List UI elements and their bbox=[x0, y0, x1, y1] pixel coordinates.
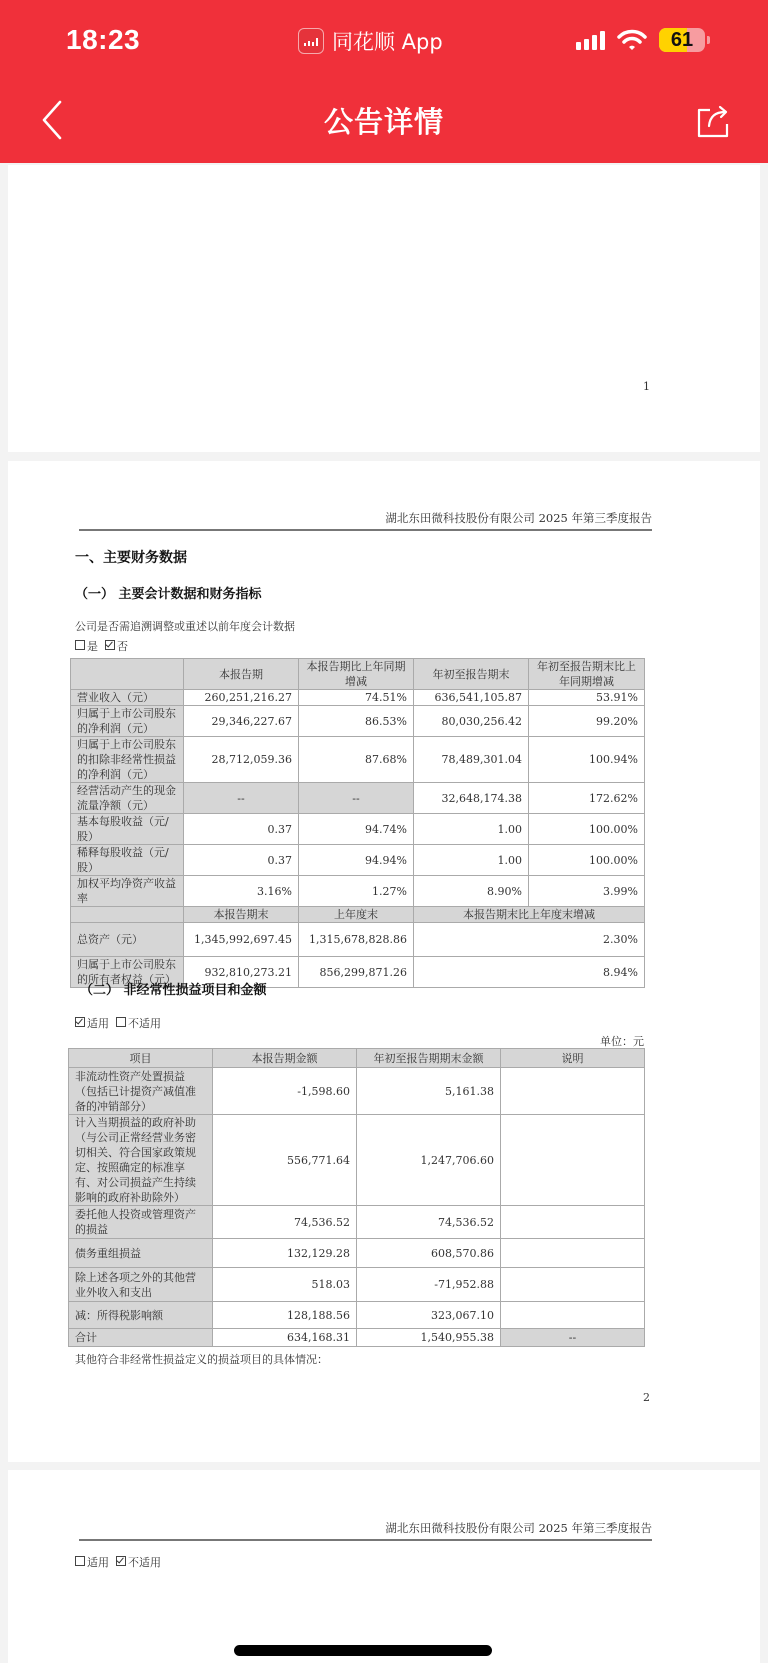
cell: 94.74% bbox=[299, 814, 414, 845]
document-page-2 bbox=[8, 461, 760, 1462]
row-label: 营业收入（元） bbox=[71, 690, 184, 706]
cell: 100.00% bbox=[529, 814, 645, 845]
table-row bbox=[71, 783, 645, 814]
status-app-indicator[interactable] bbox=[298, 26, 443, 56]
table-row bbox=[71, 876, 645, 907]
table-header-cell: 年初至报告期末比上年同期增减 bbox=[529, 659, 645, 690]
cell: 32,648,174.38 bbox=[414, 783, 529, 814]
option-not-applicable-label: 不适用 bbox=[128, 1017, 161, 1030]
cell: 1.00 bbox=[414, 814, 529, 845]
cell: 28,712,059.36 bbox=[184, 737, 299, 783]
row-label: 除上述各项之外的其他营业外收入和支出 bbox=[69, 1268, 213, 1302]
table-row bbox=[69, 1302, 645, 1329]
table-header-cell bbox=[71, 907, 184, 923]
cell: -- bbox=[299, 783, 414, 814]
cell: 323,067.10 bbox=[357, 1302, 501, 1329]
cell: 636,541,105.87 bbox=[414, 690, 529, 706]
non-recurring-items-table bbox=[68, 1048, 645, 1347]
cell: 78,489,301.04 bbox=[414, 737, 529, 783]
checkbox-applicable bbox=[75, 1556, 85, 1566]
top-bar bbox=[0, 0, 768, 163]
checkbox-applicable-checked bbox=[75, 1017, 85, 1027]
cell: 260,251,216.27 bbox=[184, 690, 299, 706]
cell: -- bbox=[184, 783, 299, 814]
cell: -- bbox=[501, 1329, 645, 1347]
table-row bbox=[71, 706, 645, 737]
status-time: 18:23 bbox=[66, 24, 141, 55]
page-number: 2 bbox=[643, 1391, 650, 1404]
option-yes-label: 是 bbox=[87, 640, 98, 653]
home-indicator[interactable] bbox=[234, 1645, 492, 1656]
cell: 556,771.64 bbox=[213, 1115, 357, 1206]
cell: 99.20% bbox=[529, 706, 645, 737]
other-items-note: 其他符合非经常性损益定义的损益项目的具体情况： bbox=[75, 1353, 328, 1366]
section-title: 一、主要财务数据 bbox=[75, 550, 187, 566]
option-applicable-label: 适用 bbox=[87, 1017, 109, 1030]
cell: 74,536.52 bbox=[213, 1206, 357, 1239]
cell bbox=[501, 1206, 645, 1239]
row-label: 归属于上市公司股东的扣除非经常性损益的净利润（元） bbox=[71, 737, 184, 783]
status-indicators bbox=[576, 28, 710, 52]
cell: 2.30% bbox=[414, 923, 645, 957]
battery-tip bbox=[707, 36, 710, 44]
table-header-cell: 年初至报告期期末金额 bbox=[357, 1049, 501, 1068]
table-total-row bbox=[69, 1329, 645, 1347]
table-header-cell: 年初至报告期末 bbox=[414, 659, 529, 690]
table-row bbox=[71, 690, 645, 706]
row-label: 稀释每股收益（元/股） bbox=[71, 845, 184, 876]
cell: 932,810,273.21 bbox=[184, 957, 299, 988]
row-label: 归属于上市公司股东的所有者权益（元） bbox=[71, 957, 184, 988]
cell: 74.51% bbox=[299, 690, 414, 706]
table-row bbox=[69, 1206, 645, 1239]
table-row bbox=[71, 737, 645, 783]
table-header-cell: 说明 bbox=[501, 1049, 645, 1068]
option-applicable-label: 适用 bbox=[87, 1556, 109, 1569]
status-app-name: 同花顺 App bbox=[332, 30, 443, 54]
applicability-options bbox=[75, 1554, 161, 1570]
table-header-cell: 上年度末 bbox=[299, 907, 414, 923]
cell: 0.37 bbox=[184, 814, 299, 845]
cell bbox=[501, 1302, 645, 1329]
table-header-row bbox=[71, 659, 645, 690]
cell: 1,247,706.60 bbox=[357, 1115, 501, 1206]
page-number: 1 bbox=[643, 380, 650, 393]
cell: 5,161.38 bbox=[357, 1068, 501, 1115]
cell: -1,598.60 bbox=[213, 1068, 357, 1115]
table-header-cell: 本报告期末 bbox=[184, 907, 299, 923]
signal-icon bbox=[576, 30, 605, 50]
applicability-options bbox=[75, 1015, 161, 1031]
battery-level: 61 bbox=[670, 29, 694, 51]
cell: 608,570.86 bbox=[357, 1239, 501, 1268]
cell bbox=[501, 1268, 645, 1302]
row-label: 归属于上市公司股东的净利润（元） bbox=[71, 706, 184, 737]
table-row bbox=[69, 1268, 645, 1302]
cell: 132,129.28 bbox=[213, 1239, 357, 1268]
table-row bbox=[71, 845, 645, 876]
wifi-icon bbox=[617, 29, 647, 51]
app-icon bbox=[298, 28, 324, 54]
cell: 1.27% bbox=[299, 876, 414, 907]
table-header-row bbox=[69, 1049, 645, 1068]
table-header-cell: 本报告期末比上年度末增减 bbox=[414, 907, 645, 923]
cell: 86.53% bbox=[299, 706, 414, 737]
row-label: 合计 bbox=[69, 1329, 213, 1347]
checkbox-not-applicable bbox=[116, 1017, 126, 1027]
document-page-3 bbox=[8, 1470, 760, 1663]
cell: 518.03 bbox=[213, 1268, 357, 1302]
unit-label: 单位：元 bbox=[600, 1035, 644, 1048]
battery-icon bbox=[659, 28, 705, 52]
cell: 53.91% bbox=[529, 690, 645, 706]
cell bbox=[501, 1068, 645, 1115]
document-header: 湖北东田微科技股份有限公司 2025 年第三季度报告 bbox=[79, 510, 652, 531]
table-header-cell: 本报告期比上年同期增减 bbox=[299, 659, 414, 690]
cell: 8.94% bbox=[414, 957, 645, 988]
row-label: 总资产（元） bbox=[71, 923, 184, 957]
cell: 1,345,992,697.45 bbox=[184, 923, 299, 957]
table-header-cell: 本报告期金额 bbox=[213, 1049, 357, 1068]
table-row bbox=[71, 923, 645, 957]
cell: 856,299,871.26 bbox=[299, 957, 414, 988]
table-row bbox=[69, 1068, 645, 1115]
cell: 100.94% bbox=[529, 737, 645, 783]
table-row bbox=[69, 1239, 645, 1268]
cell: 128,188.56 bbox=[213, 1302, 357, 1329]
table-row bbox=[69, 1115, 645, 1206]
cell bbox=[501, 1115, 645, 1206]
row-label: 减：所得税影响额 bbox=[69, 1302, 213, 1329]
subsection-title-2: （二） 非经常性损益项目和金额 bbox=[80, 983, 267, 998]
subsection-title-1: （一） 主要会计数据和财务指标 bbox=[75, 587, 262, 602]
restate-question: 公司是否需追溯调整或重述以前年度会计数据 bbox=[75, 620, 295, 633]
financial-data-table bbox=[70, 658, 645, 988]
cell: 3.16% bbox=[184, 876, 299, 907]
row-label: 经营活动产生的现金流量净额（元） bbox=[71, 783, 184, 814]
option-no-label: 否 bbox=[117, 640, 128, 653]
cell: 8.90% bbox=[414, 876, 529, 907]
checkbox-no-checked bbox=[105, 640, 115, 650]
cell: 172.62% bbox=[529, 783, 645, 814]
share-icon[interactable] bbox=[696, 104, 730, 138]
row-label: 计入当期损益的政府补助（与公司正常经营业务密切相关、符合国家政策规定、按照确定的标准享有、对公司损益产生持续影响的政府补助除外） bbox=[69, 1115, 213, 1206]
table-header-cell: 项目 bbox=[69, 1049, 213, 1068]
checkbox-yes bbox=[75, 640, 85, 650]
table-header-cell bbox=[71, 659, 184, 690]
checkbox-not-applicable-checked bbox=[116, 1556, 126, 1566]
row-label: 委托他人投资或管理资产的损益 bbox=[69, 1206, 213, 1239]
cell: 87.68% bbox=[299, 737, 414, 783]
cell: 1,540,955.38 bbox=[357, 1329, 501, 1347]
document-page-1 bbox=[8, 165, 760, 452]
cell bbox=[501, 1239, 645, 1268]
cell: 100.00% bbox=[529, 845, 645, 876]
row-label: 非流动性资产处置损益（包括已计提资产减值准备的冲销部分） bbox=[69, 1068, 213, 1115]
restate-options bbox=[75, 638, 128, 654]
cell: 74,536.52 bbox=[357, 1206, 501, 1239]
table-header-row-2 bbox=[71, 907, 645, 923]
option-not-applicable-label: 不适用 bbox=[128, 1556, 161, 1569]
row-label: 债务重组损益 bbox=[69, 1239, 213, 1268]
cell: 80,030,256.42 bbox=[414, 706, 529, 737]
cell: 29,346,227.67 bbox=[184, 706, 299, 737]
cell: 3.99% bbox=[529, 876, 645, 907]
cell: 634,168.31 bbox=[213, 1329, 357, 1347]
cell: 0.37 bbox=[184, 845, 299, 876]
document-header: 湖北东田微科技股份有限公司 2025 年第三季度报告 bbox=[79, 1520, 652, 1541]
cell: 1.00 bbox=[414, 845, 529, 876]
row-label: 基本每股收益（元/股） bbox=[71, 814, 184, 845]
table-row bbox=[71, 814, 645, 845]
cell: -71,952.88 bbox=[357, 1268, 501, 1302]
cell: 1,315,678,828.86 bbox=[299, 923, 414, 957]
cell: 94.94% bbox=[299, 845, 414, 876]
page-title: 公告详情 bbox=[323, 105, 444, 139]
row-label: 加权平均净资产收益率 bbox=[71, 876, 184, 907]
table-header-cell: 本报告期 bbox=[184, 659, 299, 690]
